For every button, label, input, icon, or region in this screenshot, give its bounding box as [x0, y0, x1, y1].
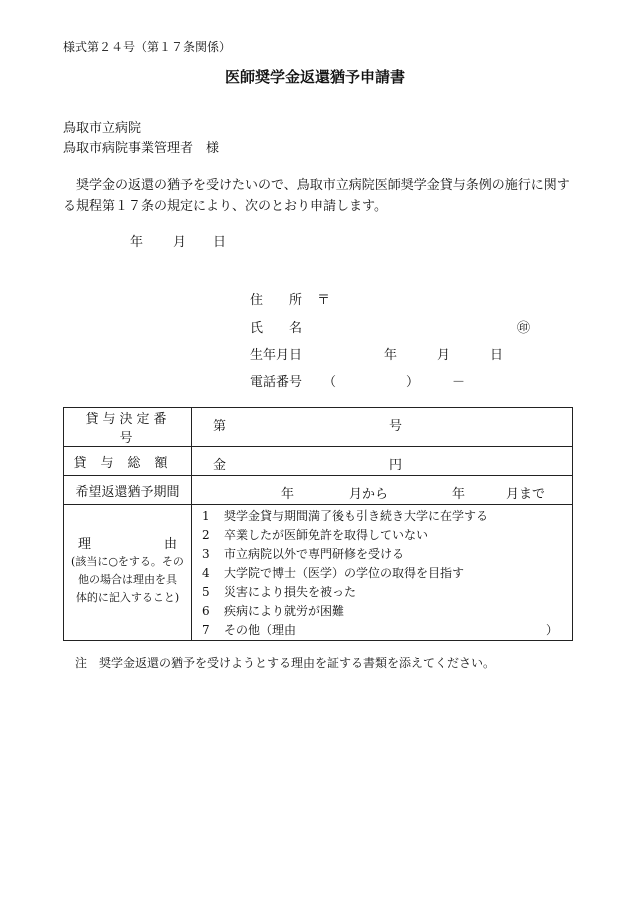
addressee-hospital: 鳥取市立病院	[63, 121, 142, 136]
deferment-period-row	[64, 476, 573, 505]
reason-number: 2	[202, 528, 210, 542]
reason-number: 7	[202, 623, 210, 637]
loan-number-label-cell	[64, 408, 192, 447]
loan-number-suffix: 号	[389, 419, 403, 434]
deferment-period-label-cell	[64, 476, 192, 505]
form-number: 様式第２４号（第１７条関係）	[63, 40, 232, 54]
reason-number: 6	[202, 604, 210, 618]
postal-mark: 〒	[317, 293, 331, 308]
deferment-period-label: 希望返還猶予期間	[75, 484, 180, 500]
phone-open-paren: （	[323, 375, 337, 390]
birth-month-label: 月	[437, 348, 451, 363]
reason-close-paren: ）	[545, 623, 558, 637]
birthdate-label: 生年月日	[250, 348, 303, 363]
reason-option-2[interactable]	[202, 526, 572, 545]
birth-year-label: 年	[384, 348, 398, 363]
period-from-year: 年	[281, 487, 295, 502]
loan-amount-label-cell	[64, 447, 192, 476]
period-from-month: 月から	[349, 487, 389, 502]
loan-amount-prefix: 金	[213, 458, 227, 473]
application-form-table	[63, 407, 573, 641]
loan-number-row	[64, 408, 573, 447]
reason-row	[64, 505, 573, 641]
reason-text: 市立病院以外で専門研修を受ける	[224, 547, 405, 561]
reason-note-line-2: 他の場合は理由を具	[78, 573, 177, 586]
reason-option-3[interactable]	[202, 545, 572, 564]
loan-number-field[interactable]	[192, 408, 573, 447]
name-label: 氏 名	[250, 321, 303, 336]
reason-number: 4	[202, 566, 210, 580]
reason-number: 3	[202, 547, 210, 561]
reason-text: 疾病により就労が困難	[224, 604, 345, 618]
reason-label-cell	[64, 505, 192, 641]
period-to-year: 年	[452, 487, 466, 502]
date-year-label: 年	[130, 235, 144, 250]
reason-text: 大学院で博士（医学）の学位の取得を目指す	[224, 566, 465, 580]
footnote: 注 奨学金返還の猶予を受けようとする理由を証する書類を添えてください。	[75, 656, 496, 670]
phone-label: 電話番号	[250, 375, 303, 390]
loan-amount-field[interactable]	[192, 447, 573, 476]
document-title: 医師奨学金返還猶予申請書	[224, 68, 405, 86]
date-month-label: 月	[173, 235, 187, 250]
deferment-period-field[interactable]	[192, 476, 573, 505]
reason-option-4[interactable]	[202, 564, 572, 583]
phone-dash: －	[452, 375, 466, 390]
application-statement: 奨学金の返還の猶予を受けたいので、鳥取市立病院医師奨学金貸与条例の施行に関する規程第１７条の規定により、次のとおり申請します。	[63, 178, 570, 214]
reason-option-1[interactable]	[202, 507, 572, 526]
addressee-manager: 鳥取市病院事業管理者 様	[63, 141, 220, 156]
address-label: 住 所	[250, 293, 303, 308]
reason-text: 卒業したが医師免許を取得していない	[224, 528, 429, 542]
phone-close-paren: ）	[406, 375, 420, 390]
reason-option-6[interactable]	[202, 602, 572, 621]
reason-instruction	[64, 553, 191, 607]
reason-number: 1	[202, 509, 210, 523]
birth-day-label: 日	[490, 348, 504, 363]
date-day-label: 日	[213, 235, 227, 250]
reason-option-7[interactable]	[202, 621, 572, 640]
reason-note-line-1: (該当に○をする。その	[71, 555, 184, 568]
reason-label-left: 理	[78, 537, 92, 552]
period-to-month: 月まで	[506, 487, 546, 502]
loan-amount-label: 貸与総額	[73, 455, 182, 471]
loan-amount-suffix: 円	[389, 458, 403, 473]
loan-amount-row	[64, 447, 573, 476]
reason-note-line-3: 体的に記入すること)	[75, 591, 180, 604]
loan-number-prefix: 第	[213, 419, 227, 434]
reason-number: 5	[202, 585, 210, 599]
reason-label-right: 由	[163, 537, 177, 552]
reason-text: その他（理由	[224, 623, 297, 637]
reason-text: 奨学金貸与期間満了後も引き続き大学に在学する	[224, 509, 489, 523]
reason-text: 災害により損失を被った	[224, 585, 357, 599]
reason-option-5[interactable]	[202, 583, 572, 602]
reason-options	[192, 505, 573, 641]
seal-mark: ㊞	[517, 321, 531, 336]
loan-number-label: 貸与決定番号	[85, 412, 171, 446]
